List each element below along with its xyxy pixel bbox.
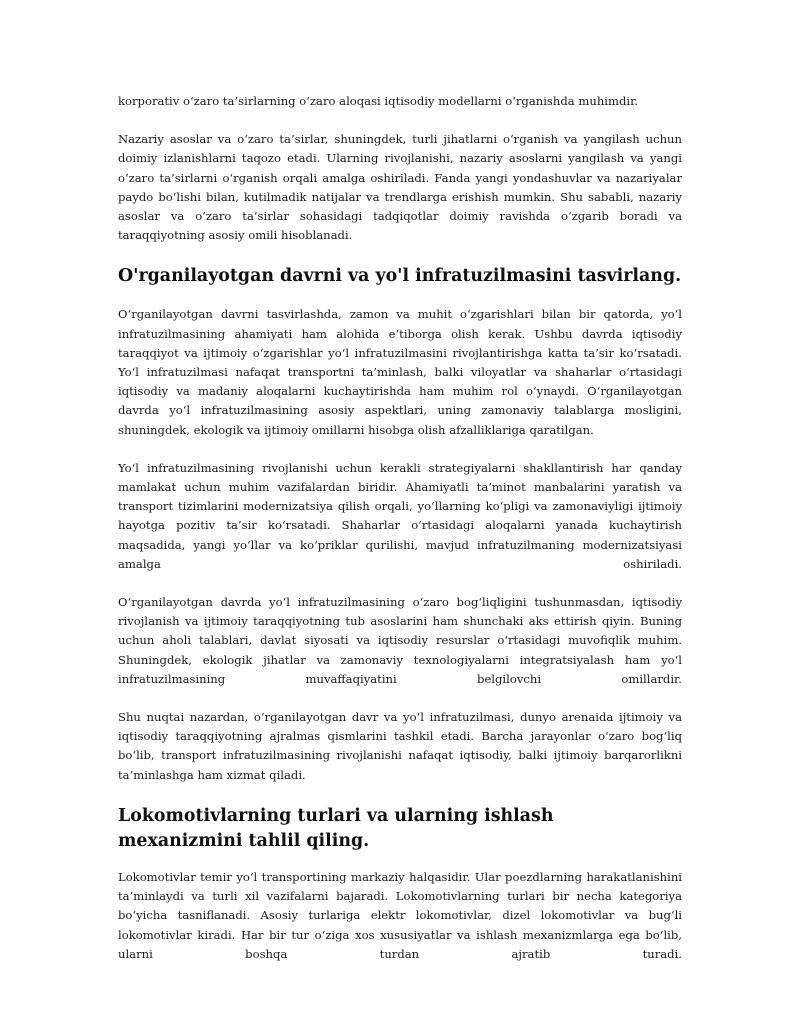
paragraph-intro-1: korporativ o‘zaro ta’sirlarning o‘zaro aloqasi iqtisodiy modellarni o‘rganishda muhimdir. xyxy=(118,94,639,108)
paragraph-intro-2: Nazariy asoslar va o‘zaro ta’sirlar, shuningdek, turli jihatlarni o‘rganish va yangilash uchun doimiy izlanishlarni taqozo etadi. Ularning rivojlanishi, nazariy asoslarni yangilash va yangi o‘zaro ta’sirlarni o‘rganish orqali amalga oshiriladi. Fanda yangi yondashuvlar va nazariyalar paydo bo‘lishi bilan, kutilmadik natijalar va trendlarga erishish mumkin. Shu sababli, nazariy asoslar va o‘zaro ta’sirlar sohasidagi tadqiqotlar doimiy ravishda o‘zgarib boradi va taraqqiyotning asosiy omili hisoblanadi. xyxy=(118,132,682,243)
paragraph-s1-2: Yo‘l infratuzilmasining rivojlanishi uchun kerakli strategiyalarni shakllantirish har qanday mamlakat uchun muhim vazifalardan biridir. Ahamiyatli ta’minot manbalarini yaratish va transport tizimlarini modernizatsiya qilish orqali, yo‘llarning ko‘pligi va zamonaviyligi ijtimoiy hayotga pozitiv ta’sir ko‘rsatadi. Shaharlar o‘rtasidagi aloqalarni yanada kuchaytirish maqsadida, yangi yo‘llar va ko‘priklar qurilishi, mavjud infratuzilmaning modernizatsiyasi amalga oshiriladi. xyxy=(118,460,682,571)
paragraph-s1-1: O‘rganilayotgan davrni tasvirlashda, zamon va muhit o‘zgarishlari bilan bir qatorda, yo‘l infratuzilmasining ahamiyati ham alohida e’tiborga olish kerak. Ushbu davrda iqtisodiy taraqqiyot va ijtimoiy o‘zgarishlar yo‘l infratuzilmasini rivojlantirishga katta ta’sir ko‘rsatadi. Yo‘l infratuzilmasi nafaqat transportni ta’minlash, balki viloyatlar va shaharlar o‘rtasidagi iqtisodiy va madaniy aloqalarni kuchaytirishda ham muhim rol o‘ynaydi. O‘rganilayotgan davrda yo‘l infratuzilmasining asosiy aspektlari, uning zamonaviy talablarga mosligini, shuningdek, ekologik va ijtimoiy omillarni hisobga olish afzalliklariga qaratilgan. xyxy=(118,307,682,437)
section-heading-road-infrastructure: O'rganilayotgan davrni va yo'l infratuzilmasini tasvirlang. xyxy=(118,266,682,287)
paragraph-s2-1: Lokomotivlar temir yo‘l transportining markaziy halqasidir. Ular poezdlarning harakatlanishini ta’minlaydi va turli xil vazifalarni bajaradi. Lokomotivlarning turlari bir necha kategoriya bo‘yicha tasniflanadi. Asosiy turlariga elektr lokomotivlar, dizel lokomotivlar va bug‘li lokomotivlar kiradi. Har bir tur o‘ziga xos xususiyatlar va ishlash mexanizmlarga ega bo‘lib, ularni boshqa turdan ajratib turadi. xyxy=(118,869,682,961)
document-page xyxy=(118,92,682,983)
section-heading-locomotives: Lokomotivlarning turlari va ularning ishlash mexanizmini tahlil qiling. xyxy=(118,805,554,851)
paragraph-s1-3: O‘rganilayotgan davrda yo‘l infratuzilmasining o‘zaro bog‘liqligini tushunmasdan, iqtisodiy rivojlanish va ijtimoiy taraqqiyotning tub asoslarini ham shunchaki aks ettirish qiyin. Buning uchun aholi talablari, davlat siyosati va iqtisodiy resurslar o‘rtasidagi muvofiqlik muhim. Shuningdek, ekologik jihatlar va zamonaviy texnologiyalarni integratsiyalash ham yo‘l infratuzilmasining muvaffaqiyatini belgilovchi omillardir. xyxy=(118,595,682,686)
paragraph-s1-4: Shu nuqtai nazardan, o‘rganilayotgan davr va yo‘l infratuzilmasi, dunyo arenaida ijtimoiy va iqtisodiy taraqqiyotning ajralmas qismlarini tashkil etadi. Barcha jarayonlar o‘zaro bog‘liq bo‘lib, transport infratuzilmasining rivojlanishi nafaqat iqtisodiy, balki ijtimoiy barqarorlikni ta’minlashga ham xizmat qiladi. xyxy=(118,710,682,782)
